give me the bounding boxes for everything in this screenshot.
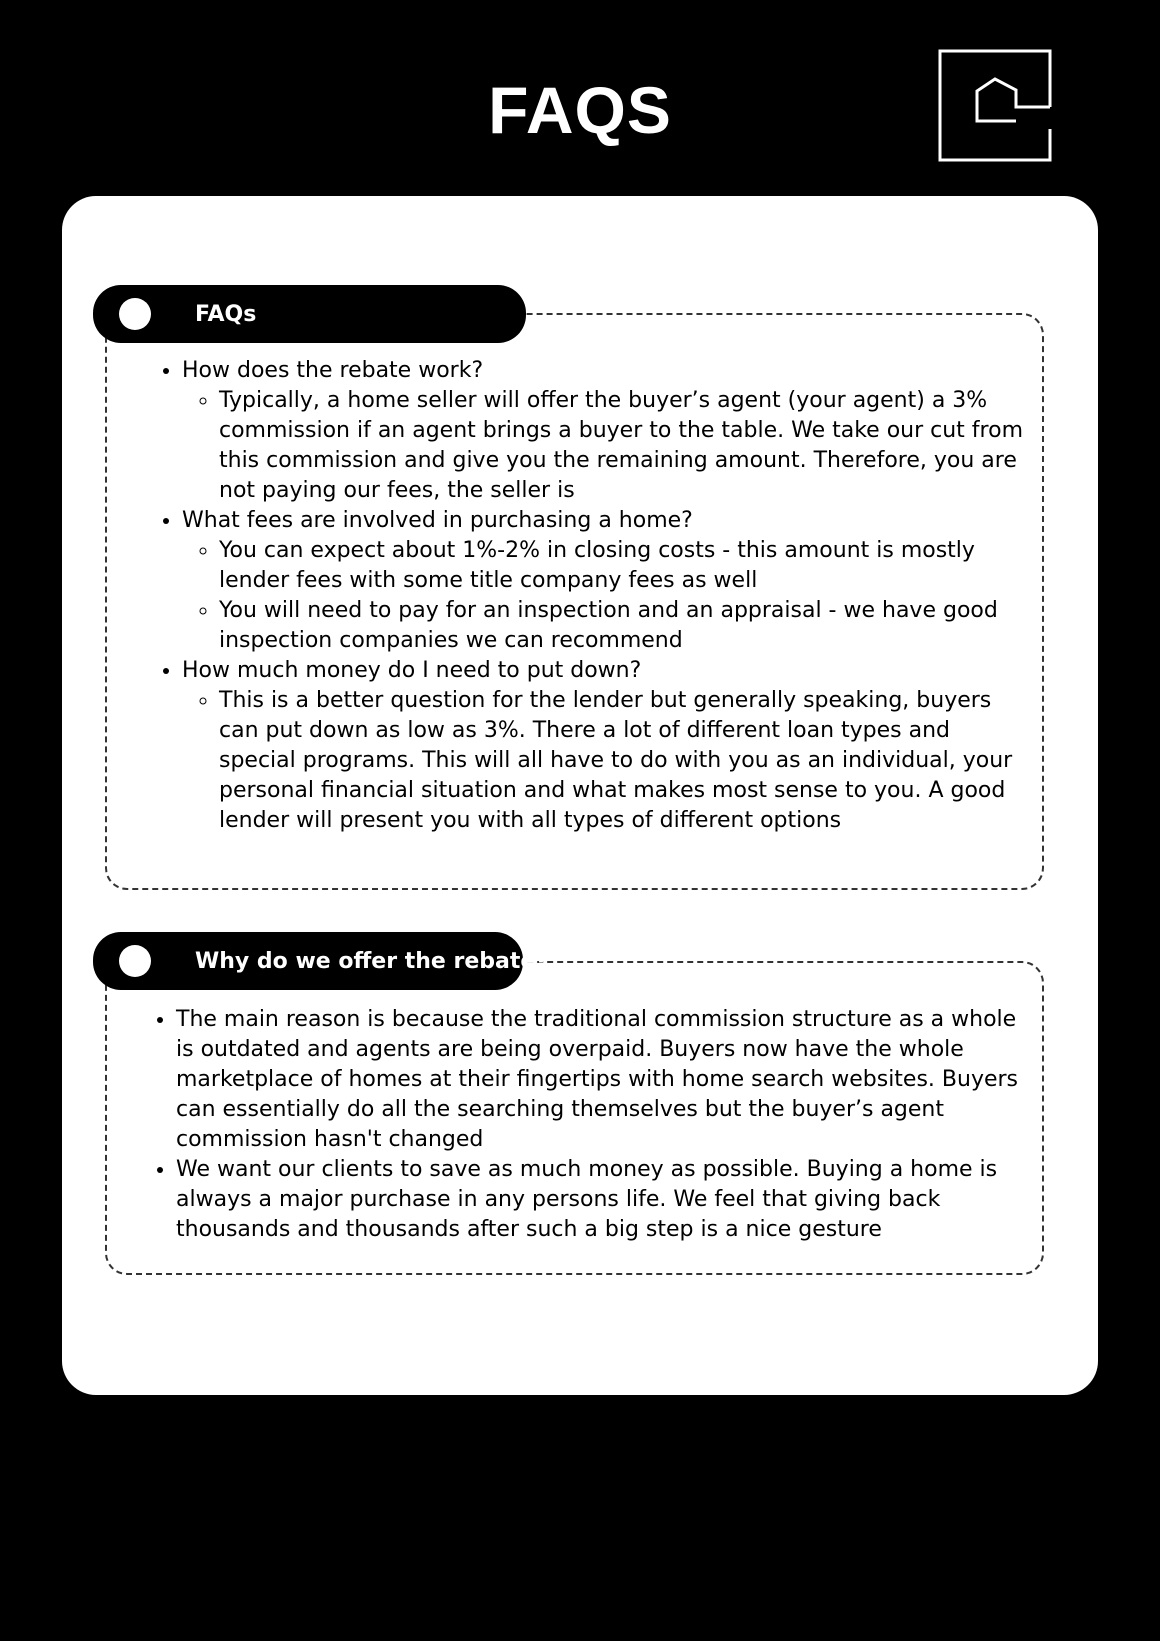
- list-item: [182, 656, 1026, 836]
- faq-section-title: FAQs: [195, 301, 257, 327]
- question-text: How much money do I need to put down?: [182, 658, 642, 683]
- list-item: [182, 506, 1026, 656]
- answer-item: ◦ Typically, a home seller will offer the buyer’s agent (your agent) a 3% commission if an agent brings a buyer to the table. We take our cut from this commission and give you the remaining amount. Therefore, you are not paying our fees, the seller is: [219, 386, 1026, 506]
- rebate-list: [140, 1005, 1020, 1245]
- list-item: [182, 356, 1026, 506]
- faq-list: [146, 356, 1026, 836]
- answer-item: ◦ You can expect about 1%-2% in closing costs - this amount is mostly lender fees with some title company fees as well: [219, 536, 1026, 596]
- bullet-circle-icon: [119, 945, 151, 977]
- answer-item: ◦ This is a better question for the lender but generally speaking, buyers can put down as low as 3%. There a lot of different loan types and special programs. This will all have to do with you as an individual, your personal financial situation and what makes most sense to you. A good lender will present you with all types of different options: [219, 686, 1026, 836]
- house-icon: [938, 49, 1053, 162]
- question-text: How does the rebate work?: [182, 358, 484, 383]
- answer-item: ◦ You will need to pay for an inspection and an appraisal - we have good inspection companies we can recommend: [219, 596, 1026, 656]
- bullet-circle-icon: [119, 298, 151, 330]
- logo: [938, 49, 1053, 162]
- page-title: FAQS: [488, 73, 672, 147]
- question-text: What fees are involved in purchasing a home?: [182, 508, 693, 533]
- faq-section-header: [93, 285, 526, 343]
- content-card: [62, 196, 1098, 1395]
- list-item: • The main reason is because the traditional commission structure as a whole is outdated and agents are being overpaid. Buyers now have the whole marketplace of homes at their fingertips with home search websites. Buyers can essentially do all the searching themselves but the buyer’s agent commission hasn't changed: [176, 1005, 1020, 1155]
- list-item: • We want our clients to save as much money as possible. Buying a home is always a major purchase in any persons life. We feel that giving back thousands and thousands after such a big step is a nice gesture: [176, 1155, 1020, 1245]
- rebate-section-title: Why do we offer the rebate?: [195, 948, 549, 974]
- rebate-section-header: [93, 932, 549, 990]
